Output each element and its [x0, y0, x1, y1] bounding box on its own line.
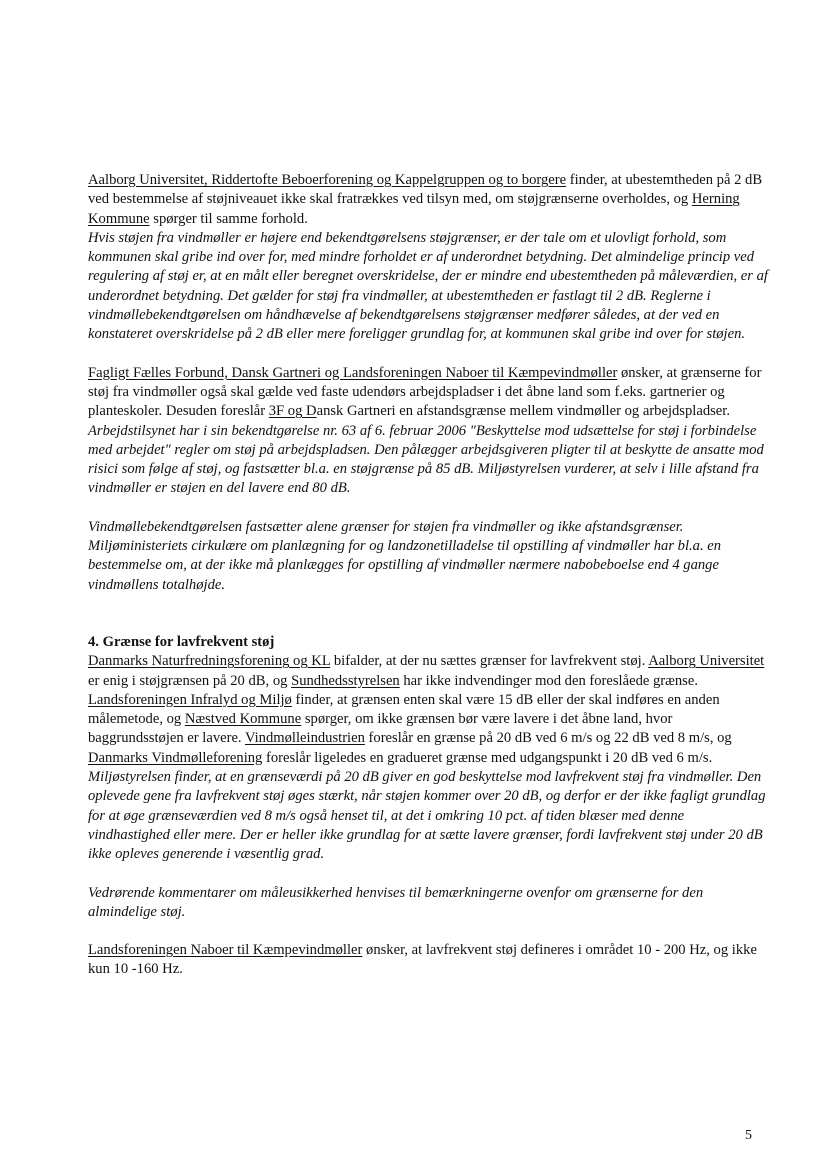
page-number: 5: [745, 1128, 752, 1143]
response-paragraph: Vedrørende kommentarer om måleusikkerhed henvises til bemærkningerne ovenfor om grænserne for den almindelige støj.: [88, 884, 704, 920]
comment-text: bifalder, at der nu sættes grænser for lavfrekvent støj.: [330, 653, 649, 670]
organisation-name: Sundhedsstyrelsen: [291, 672, 400, 689]
comment-text: spørger, om ikke grænsen bør være lavere i det åbne land, hvor baggrundsstøjen er lavere.: [88, 711, 673, 747]
organisation-name: Landsforeningen Naboer til Kæmpevindmøller: [88, 942, 363, 959]
comment-text: ønsker, at lavfrekvent støj defineres i området 10 - 200 Hz, og ikke kun 10 -160 Hz.: [88, 942, 757, 978]
paragraph-comment-3: [88, 652, 768, 768]
response-paragraph: Vindmøllebekendtgørelsen fastsætter alene grænser for støjen fra vindmøller og ikke afstandsgrænser. Miljøministeriets cirkulære om planlægning for og landzonetilladelse til opstilling af vindmøller har bl.a. en bestemmelse om, at der ikke må planlægges for opstilling af vindmøller nærmere nabobeboelse end 4 gange vindmøllens totalhøjde.: [88, 518, 722, 593]
document-body: [88, 171, 768, 980]
organisation-name: Herning Kommune: [88, 191, 740, 227]
paragraph-comment-1: [88, 171, 768, 229]
organisation-name: Danmarks Naturfredningsforening og KL: [88, 653, 331, 670]
comment-text: foreslår en grænse på 20 dB ved 6 m/s og 22 dB ved 8 m/s, og: [364, 730, 732, 747]
organisation-name: Vindmølleindustrien: [244, 730, 365, 747]
response-paragraph: Hvis støjen fra vindmøller er højere end bekendtgørelsens støjgrænser, er der tale om et ulovligt forhold, som kommunen skal gribe ind over for, med mindre forholdet er af underordnet betydning. Det almindelige princip ved regulering af støj er, at en målt eller beregnet overskridelse, der er mindre end ubestemtheden på måleværdien, er af underordnet betydning. Det gælder for støj fra vindmøller, at ubestemtheden er fastlagt til 2 dB. Reglerne i vindmøllebekendtgørelsen om håndhævelse af bekendtgørelsens støjgrænser medfører således, at der ved en konstateret overskridelse på 2 dB eller mere foreligger grundlag for, at kommunen skal gribe ind over for støjen.: [88, 229, 768, 343]
paragraph-comment-4: [88, 941, 768, 980]
paragraph-comment-2: [88, 364, 768, 422]
comment-text: finder, at ubestemtheden på 2 dB ved bestemmelse af støjniveauet ikke skal fratrækkes ved tilsyn med, om støjgrænserne overholdes, og: [88, 172, 763, 208]
organisation-names: Fagligt Fælles Forbund, Dansk Gartneri og Landsforeningen Naboer til Kæmpevindmøller: [88, 364, 618, 381]
section-heading: 4. Grænse for lavfrekvent støj: [88, 633, 275, 650]
response-paragraph: Miljøstyrelsen finder, at en grænseværdi på 20 dB giver en god beskyttelse mod lavfrekvent støj fra vindmøller. Den oplevede gene fra lavfrekvent støj øges stærkt, når støjen kommer over 20 dB, og derfor er der ikke fagligt grundlag for at øge grænseværdien ved 8 m/s også henset til, at det i omkring 10 pct. af tiden blæser med denne vindhastighed eller mere. Der er heller ikke grundlag for at sætte lavere grænser, fordi lavfrekvent støj under 20 dB ikke opleves generende i væsentlig grad.: [88, 769, 766, 863]
comment-text: ansk Gartneri en afstandsgrænse mellem vindmøller og arbejdspladser.: [316, 403, 730, 420]
organisation-name: Landsforeningen Infralyd og Miljø: [88, 691, 292, 708]
organisation-name: Næstved Kommune: [184, 711, 302, 728]
comment-text: finder, at grænsen enten skal være 15 dB eller der skal indføres en anden målemetode, og: [88, 691, 720, 728]
response-paragraph: Arbejdstilsynet har i sin bekendtgørelse nr. 63 af 6. februar 2006 "Beskyttelse mod udsættelse for støj i forbindelse med arbejdet" regler om støj på arbejdspladsen. Den pålægger arbejdsgiveren pligter til at beskytte de ansatte mod risici som følge af støj, og fastsætter bl.a. en støjgrænse på 85 dB. Miljøstyrelsen vurderer, at selv i lille afstand fra vindmøller er støjen en del lavere end 80 dB.: [88, 422, 764, 497]
organisation-name: Aalborg Universitet: [648, 653, 765, 670]
comment-text: spørger til samme forhold.: [149, 210, 308, 227]
organisation-name: Danmarks Vindmølleforening: [88, 749, 263, 766]
comment-text: ønsker, at grænserne for støj fra vindmøller også skal gælde ved faste udendørs arbejdspladser i det åbne land som f.eks. gartnerier og planteskoler. Desuden foreslår: [88, 364, 762, 420]
organisation-names: Aalborg Universitet, Riddertofte Beboerforening og Kappelgruppen og to borgere: [88, 172, 567, 188]
comment-text: har ikke indvendinger mod den foreslåede grænse.: [399, 672, 698, 689]
comment-text: foreslår ligeledes en gradueret grænse med udgangspunkt i 20 dB ved 6 m/s.: [262, 749, 713, 766]
comment-text: er enig i støjgrænsen på 20 dB, og: [88, 672, 292, 689]
organisation-name: 3F og D: [268, 403, 317, 420]
